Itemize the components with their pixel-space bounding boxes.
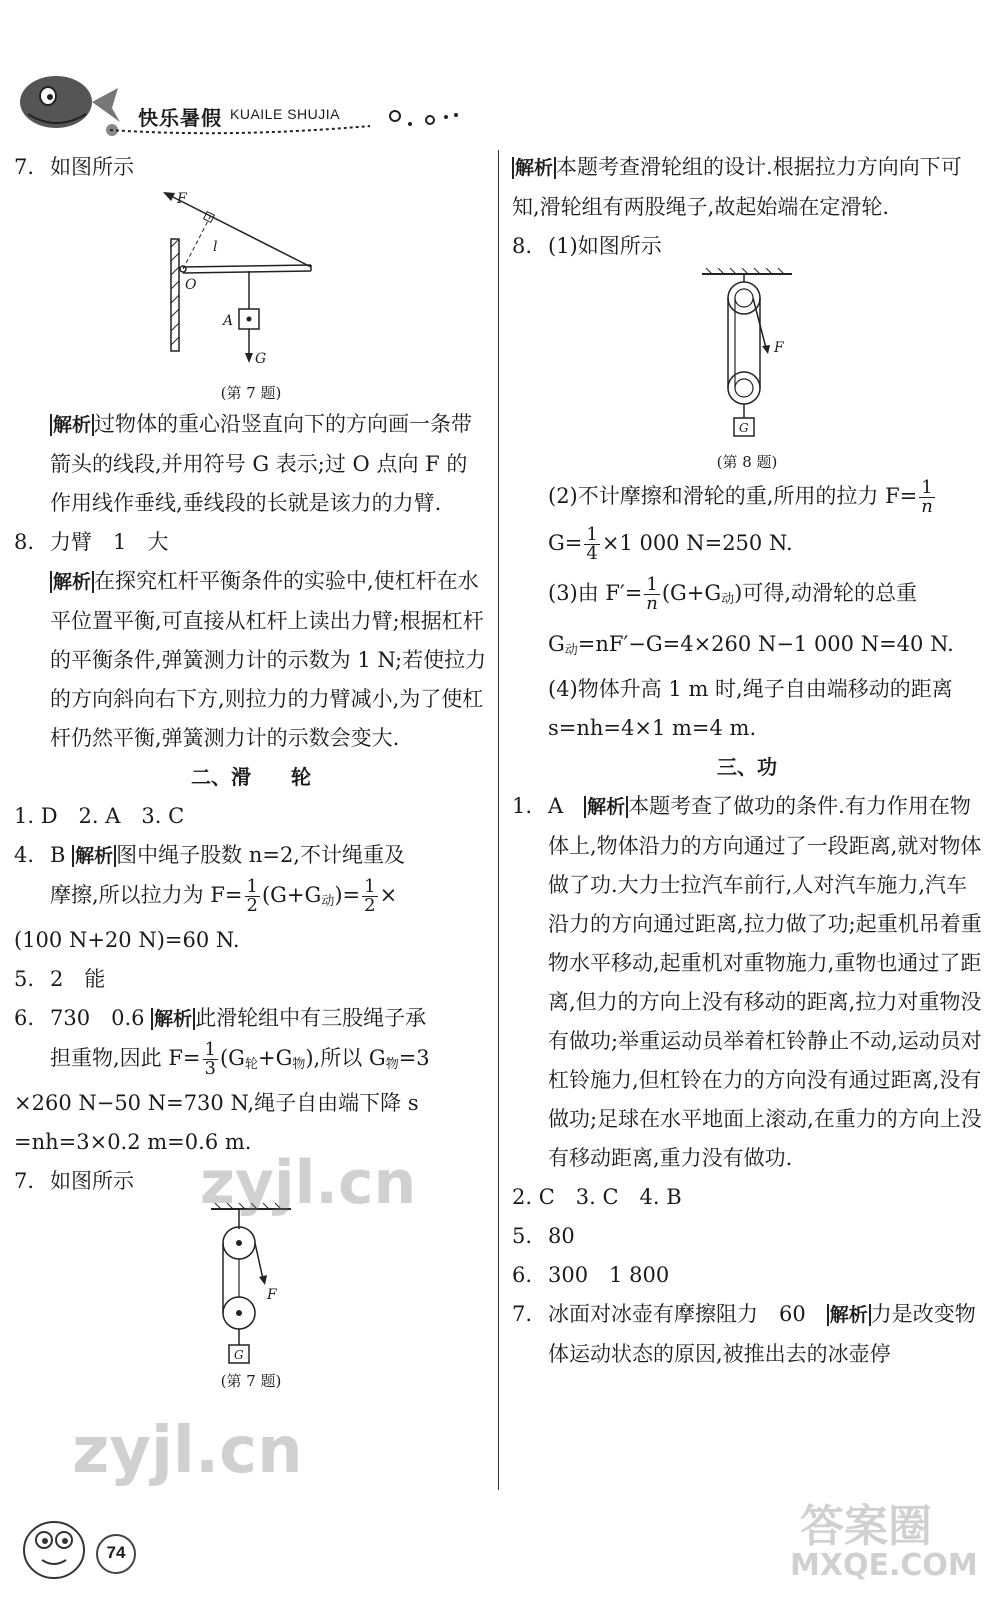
brand-title: 快乐暑假 [138,106,222,130]
text: G [548,632,565,656]
question-7 [14,148,488,187]
question-number: 7. [14,1169,35,1193]
text: s=nh=4×1 m=4 m. [548,716,757,740]
text: )= [334,883,361,907]
analysis-tag: 解析 [72,845,116,867]
question-7 [512,1295,982,1374]
label-F: F [267,1287,277,1303]
answers-1-3: 1. D 2. A 3. C [14,804,185,828]
watermark: MXQE.COM [790,1548,978,1583]
fraction-den: 2 [246,895,258,916]
subscript: 轮 [244,1057,258,1072]
column-divider [498,150,499,1490]
text: ),所以 G [305,1046,386,1070]
text: n=2,不计绳重及 [248,843,405,867]
question-number: 7. [512,1302,533,1326]
question-number: 8. [14,530,35,554]
fraction-num: 1 [204,1039,216,1060]
question-body [548,1295,982,1374]
pulley-figure-8 [692,268,802,448]
fraction [644,576,659,613]
fraction [203,1041,218,1078]
header-dots-decoration [110,108,470,148]
analysis-text: 本题考查了做功的条件.有力作用在物体上,物体沿力的方向通过了一段距离,就对物体做了功.大力士拉汽车前行,人对汽车施力,汽车沿力的方向通过距离,拉力做了功;起重机吊着重物水平移动,起重机对重物施力,重物也通过了距离,但力的方向上没有移动的距离,拉力对重物没有做功;举重运动员举着杠铃静止不动,运动员对杠铃施力,但杠铃在力的方向没有通过距离,没有做功;足球在水平地面上滚动,在重力的方向上没有移动距离,重力没有做功. [548,794,982,1170]
label-O: O [185,277,197,293]
page-header [0,0,996,150]
text: 图中绳子股数 [116,843,243,867]
fraction-den: 4 [586,543,598,564]
text: (4)物体升高 1 m 时,绳子自由端移动的距离 [548,677,953,701]
figure-caption: (第 7 题) [220,1372,282,1390]
analysis-text: 过物体的重心沿竖直向下的方向画一条带箭头的线段,并用符号 G 表示;过 O 点向 F 的作用线作垂线,垂线段的长就是该力的力臂. [50,412,473,515]
text: (G+G [261,883,322,907]
part-1: (1)如图所示 [548,234,662,258]
watermark: zyjl.cn [200,1148,417,1218]
part-2 [512,474,982,518]
analysis [14,562,488,758]
text: (3)由 F′= [548,581,643,605]
answers-2-4: 2. C 3. C 4. B [512,1185,682,1209]
question-number: 7. [14,155,35,179]
analysis-tag: 解析 [512,157,556,179]
answer-text: 冰面对冰壶有摩擦阻力 60 [548,1302,806,1326]
question-text: 如图所示 [50,155,134,179]
right-column [512,148,982,1374]
text: (100 N+20 N)=60 N. [14,928,240,952]
fraction-den: 3 [204,1058,216,1079]
text: +G [257,1046,293,1070]
text: G= [548,531,583,555]
fraction-den: n [646,593,658,614]
answer-text: A [548,794,564,818]
analysis-text: 力是改变物体运动状态的原因,被推出去的冰壶停 [548,1302,976,1366]
subscript: 动 [321,894,335,909]
subscript: 动 [721,592,735,607]
pulley-figure-2 [201,1203,301,1373]
brand-subtitle: KUAILE SHUJIA [230,106,340,122]
question-number: 5. [512,1224,533,1248]
analysis [512,148,982,227]
text: =nh=3×0.2 m=0.6 m. [14,1130,252,1154]
text: =3 [398,1046,430,1070]
analysis-tag: 解析 [584,796,628,818]
watermark: zyjl.cn [72,1414,303,1488]
part-3-cont [512,625,982,670]
question-text: 如图所示 [50,1169,134,1193]
figure-caption: (第 8 题) [716,453,778,471]
fraction-den: n [921,496,933,517]
fraction-num: 1 [586,524,598,545]
question-number: 6. [14,1006,35,1030]
part-4 [512,670,982,748]
question-body [548,787,982,1178]
label-G: G [234,1348,244,1362]
part-2-cont [512,518,982,568]
answer-text: 300 1 800 [548,1263,670,1287]
question-6 [512,1256,982,1295]
fraction [919,479,934,516]
answer-text: 80 [548,1224,575,1248]
question-6 [14,999,488,1162]
part-3 [512,568,982,625]
analysis-tag: 解析 [827,1304,871,1326]
answer-text: 力臂 1 大 [50,530,169,554]
fraction [362,878,377,915]
fraction-den: 2 [364,895,376,916]
section-title: 二、滑 轮 [191,765,311,789]
label-A: A [223,313,234,329]
answer-text: 2 能 [50,967,106,991]
question-8 [512,227,982,266]
analysis [14,405,488,523]
fraction-num: 1 [921,477,933,498]
subscript: 物 [385,1057,399,1072]
text: )可得,动滑轮的总重 [734,581,918,605]
question-number: 1. [512,794,533,818]
text: (G+G [661,581,722,605]
text: (G [219,1046,245,1070]
text: =nF′−G=4×260 N−1 000 N=40 N. [577,632,954,656]
question-1 [512,787,982,1178]
text: 摩擦,所以拉力为 F= [50,883,243,907]
answer-text: 730 0.6 [50,1006,145,1030]
question-body [14,999,488,1162]
analysis-text: 在探究杠杆平衡条件的实验中,使杠杆在水平位置平衡,可直接从杠杆上读出力臂;根据杠杆的平衡条件,弹簧测力计的示数为 1 N;若使拉力的方向斜向右下方,则拉力的力臂减小,为了使杠杆仍然平衡,弹簧测力计的示数会变大. [50,569,487,750]
text: ×260 N−50 N=730 N,绳子自由端下降 s [14,1091,419,1115]
label-l: l [213,239,218,255]
text: 担重物,因此 F= [50,1046,201,1070]
text: (2)不计摩擦和滑轮的重,所用的拉力 F= [548,484,918,508]
question-number: 4. [14,843,35,867]
answer-text: B [50,843,66,867]
fraction-num: 1 [364,876,376,897]
lever-figure [161,189,341,379]
watermark: 答案圈 [800,1501,932,1552]
subscript: 动 [564,643,578,658]
label-F: F [177,191,187,207]
section-title: 三、功 [717,755,777,779]
fraction [245,878,260,915]
page-number: 74 [96,1534,136,1574]
text: ×1 000 N=250 N. [601,531,793,555]
analysis-tag: 解析 [50,414,94,436]
fraction-num: 1 [246,876,258,897]
analysis-tag: 解析 [151,1008,195,1030]
question-number: 8. [512,234,533,258]
question-5 [512,1217,982,1256]
label-G: G [255,351,267,367]
question-4 [14,836,488,960]
analysis-tag: 解析 [50,571,94,593]
text: × [379,883,398,907]
question-body [14,836,488,960]
figure-caption: (第 7 题) [220,384,282,402]
analysis-text: 本题考查滑轮组的设计.根据拉力方向向下可知,滑轮组有两股绳子,故起始端在定滑轮. [512,155,962,219]
label-G: G [739,421,749,435]
subscript: 物 [292,1057,306,1072]
question-8 [14,523,488,562]
question-5 [14,960,488,999]
fraction-num: 1 [646,574,658,595]
question-number: 6. [512,1263,533,1287]
question-number: 5. [14,967,35,991]
text: 此滑轮组中有三股绳子承 [195,1006,427,1030]
cartoon-mascot-icon [14,1500,104,1590]
fraction [584,526,599,563]
label-F: F [774,340,784,356]
